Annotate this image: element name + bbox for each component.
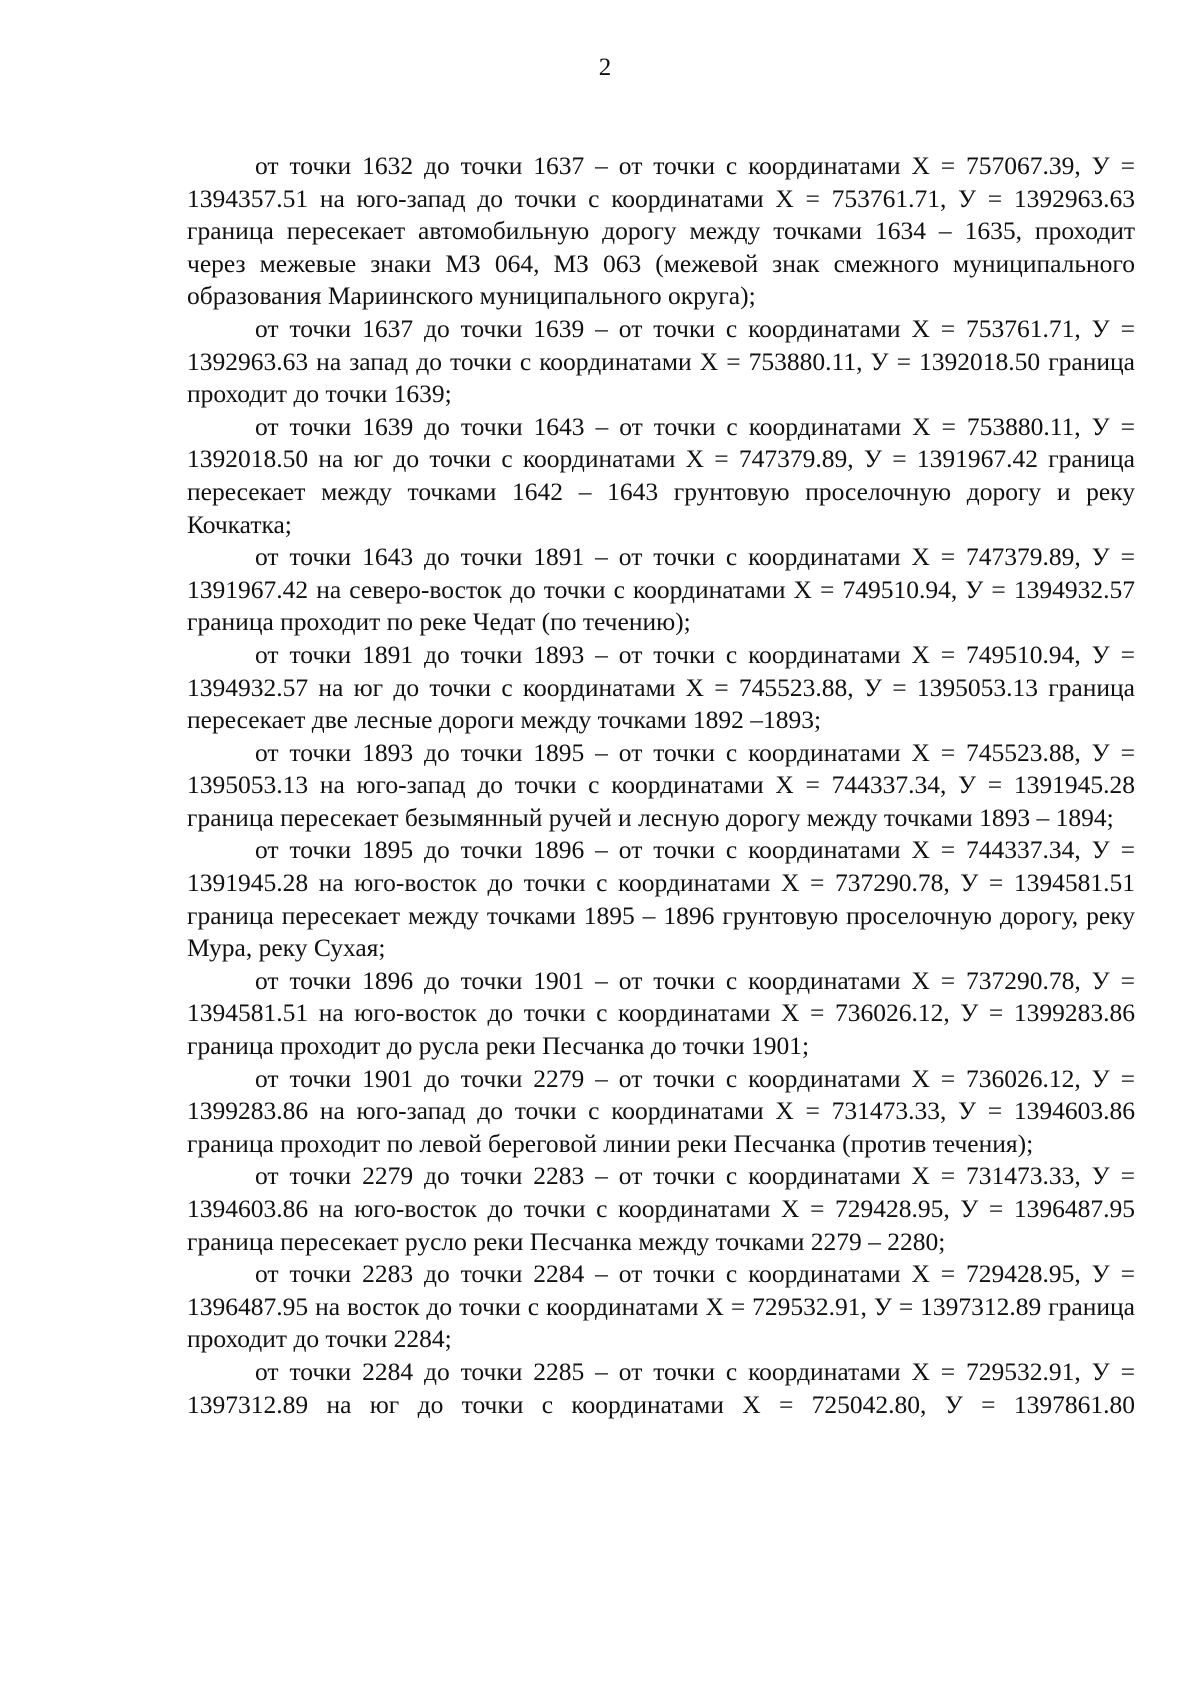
boundary-segment-paragraph: от точки 1637 до точки 1639 – от точки с координатами Х = 753761.71, У = 1392963.63 на запад до точки с координатами Х = 753880.11, У = 1392018.50 граница проходит до точки 1639; [187, 313, 1135, 409]
boundary-segment-paragraph: от точки 1895 до точки 1896 – от точки с координатами Х = 744337.34, У = 1391945.28 на юго-восток до точки с координатами Х = 737290.78, У = 1394581.51 граница пересекает между точками 1895 – 1896 грунтовую проселочную дорогу, реку Мура, реку Сухая; [187, 835, 1135, 963]
boundary-segment-paragraph: от точки 1643 до точки 1891 – от точки с координатами Х = 747379.89, У = 1391967.42 на северо-восток до точки с координатами Х = 749510.94, У = 1394932.57 граница проходит по реке Чедат (по течению); [187, 542, 1135, 637]
document-body [187, 150, 1135, 1421]
boundary-segment-paragraph: от точки 2279 до точки 2283 – от точки с координатами Х = 731473.33, У = 1394603.86 на юго-восток до точки с координатами Х = 729428.95, У = 1396487.95 граница пересекает русло реки Песчанка между точками 2279 – 2280; [187, 1161, 1135, 1256]
boundary-segment-paragraph: от точки 2284 до точки 2285 – от точки с координатами Х = 729532.91, У = 1397312.89 на юг до точки с координатами Х = 725042.80, У = 1397861.80 [187, 1356, 1135, 1419]
boundary-segment-paragraph: от точки 1891 до точки 1893 – от точки с координатами Х = 749510.94, У = 1394932.57 на юг до точки с координатами Х = 745523.88, У = 1395053.13 граница пересекает две лесные дороги между точками 1892 –1893; [187, 639, 1135, 735]
page-number: 2 [598, 54, 612, 81]
boundary-segment-paragraph: от точки 2283 до точки 2284 – от точки с координатами Х = 729428.95, У = 1396487.95 на восток до точки с координатами Х = 729532.91, У = 1397312.89 граница проходит до точки 2284; [187, 1259, 1135, 1354]
boundary-segment-paragraph: от точки 1896 до точки 1901 – от точки с координатами Х = 737290.78, У = 1394581.51 на юго-восток до точки с координатами Х = 736026.12, У = 1399283.86 граница проходит до русла реки Песчанка до точки 1901; [187, 965, 1135, 1061]
boundary-segment-paragraph: от точки 1901 до точки 2279 – от точки с координатами Х = 736026.12, У = 1399283.86 на юго-запад до точки с координатами Х = 731473.33, У = 1394603.86 граница проходит по левой береговой линии реки Песчанка (против течения); [187, 1063, 1135, 1158]
boundary-segment-paragraph: от точки 1632 до точки 1637 – от точки с координатами Х = 757067.39, У = 1394357.51 на юго-запад до точки с координатами Х = 753761.71, У = 1392963.63 граница пересекает автомобильную дорогу между точками 1634 – 1635, проходит через межевые знаки МЗ 064, МЗ 063 (межевой знак смежного муниципального образования Мариинского муниципального округа); [187, 151, 1135, 311]
boundary-segment-paragraph: от точки 1639 до точки 1643 – от точки с координатами Х = 753880.11, У = 1392018.50 на юг до точки с координатами Х = 747379.89, У = 1391967.42 граница пересекает между точками 1642 – 1643 грунтовую проселочную дорогу и реку Кочкатка; [187, 411, 1135, 539]
boundary-segment-paragraph: от точки 1893 до точки 1895 – от точки с координатами Х = 745523.88, У = 1395053.13 на юго-запад до точки с координатами Х = 744337.34, У = 1391945.28 граница пересекает безымянный ручей и лесную дорогу между точками 1893 – 1894; [187, 737, 1135, 832]
